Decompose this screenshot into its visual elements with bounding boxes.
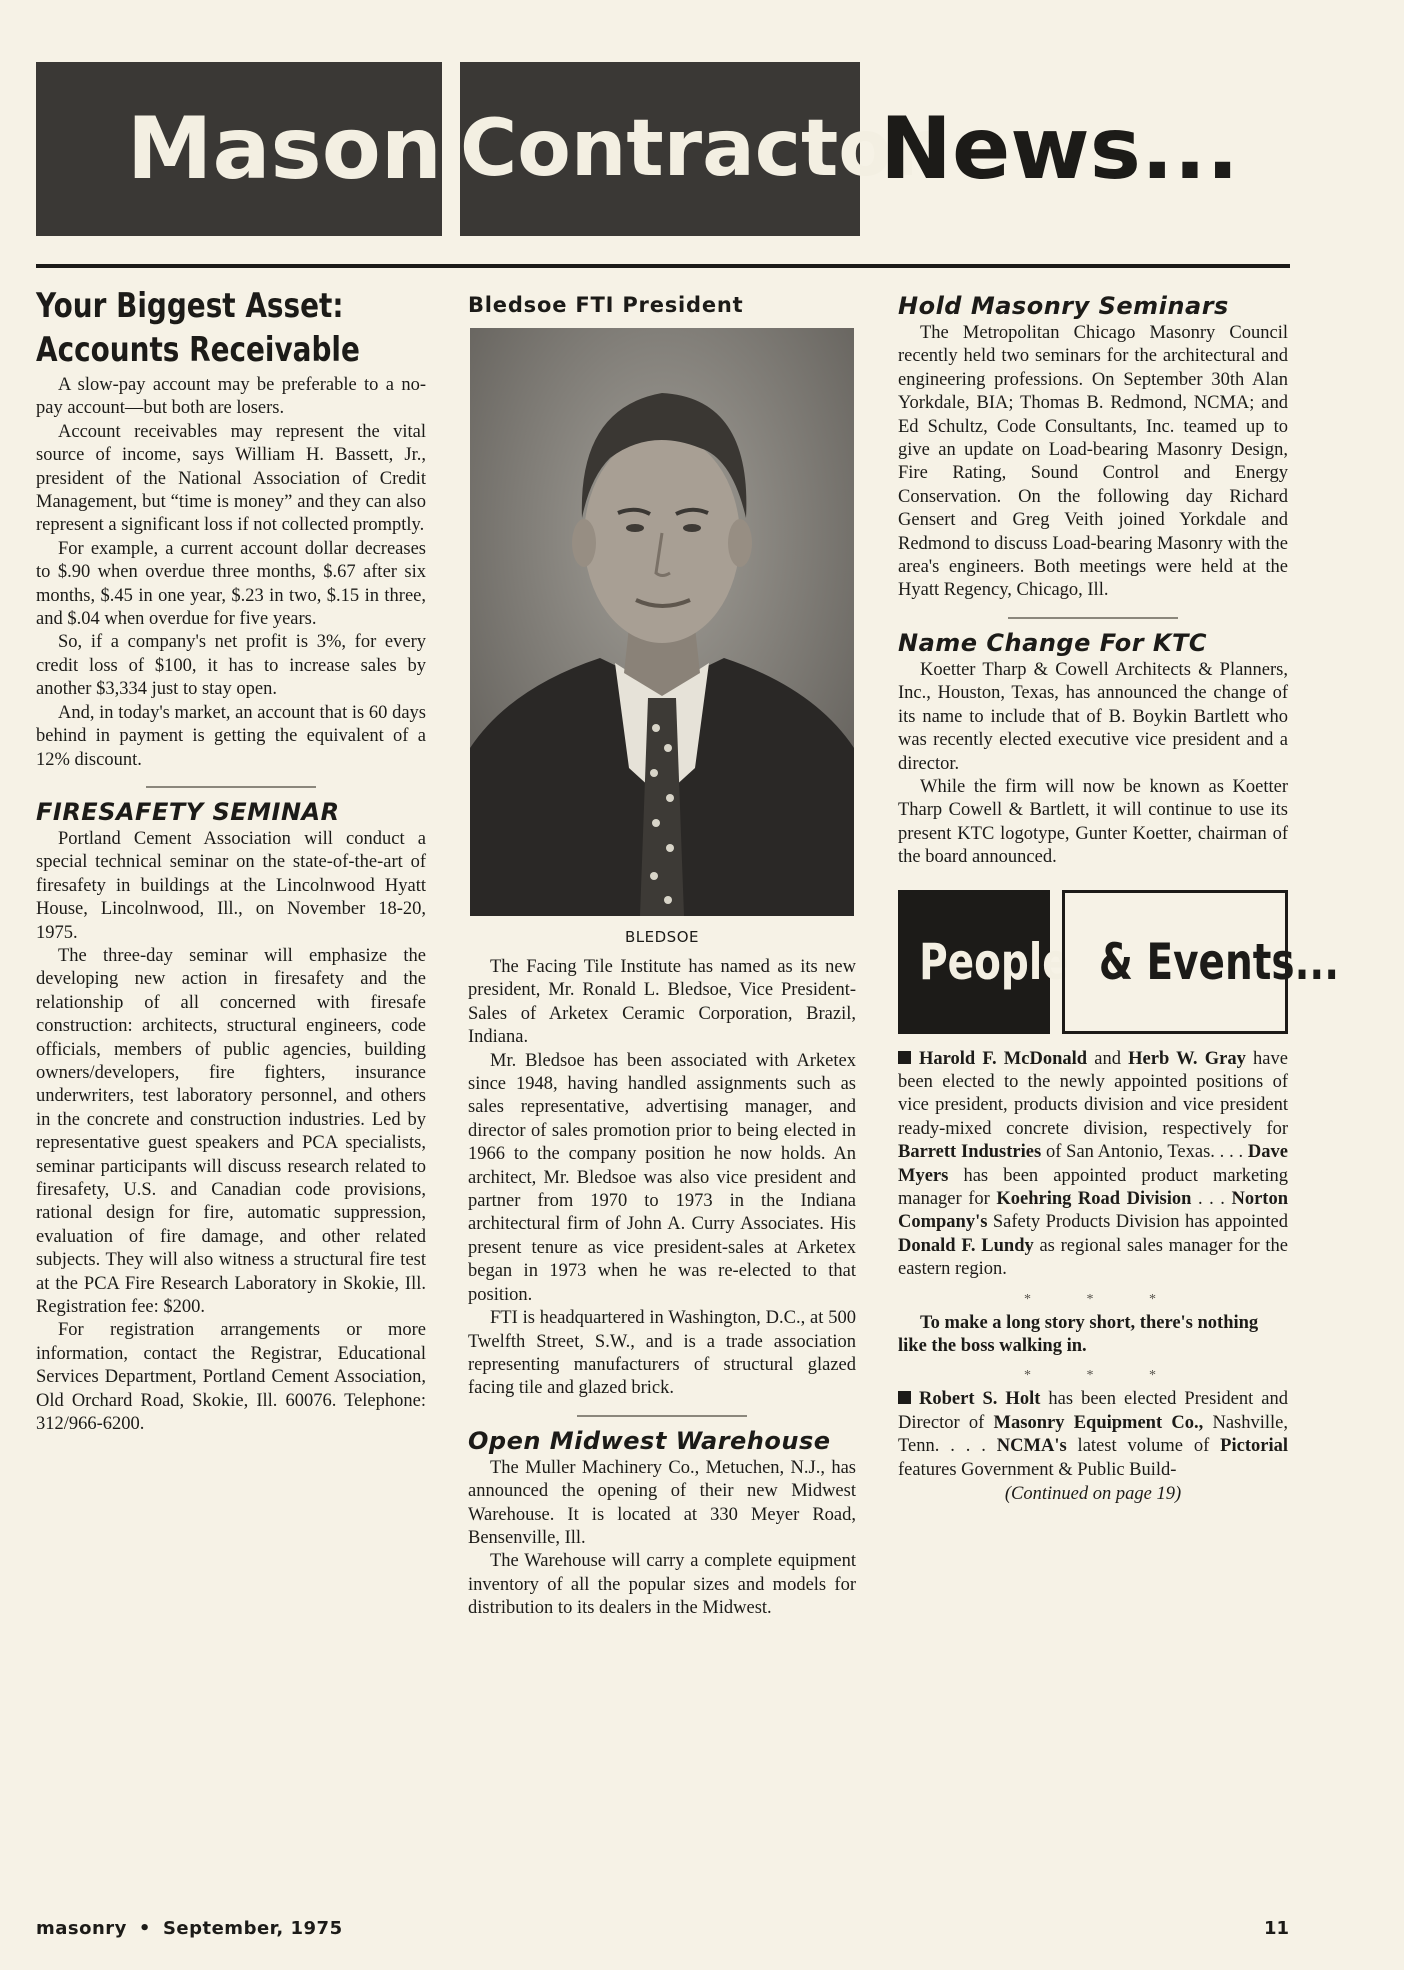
masthead-rule [36,264,1290,268]
person-name: Dave Myers [898,1142,1288,1186]
article-paragraph: So, if a company's net profit is 3%, for every credit loss of $100, it has to increase sales by another $3,334 just to stay open. [36,632,426,700]
article-paragraph: A slow-pay account may be preferable to a no-pay account—but both are losers. [36,375,426,419]
star-separator: * * * [1024,1368,1182,1384]
article-paragraph: The three-day seminar will emphasize the developing new action in firesafety and the relationship of all concerned with firesafe construction: architects, structural engineers, code officials, members of public agencies, building owners/developers, fire fighters, insurance underwriters, test laboratory personnel, and others in the concrete and construction industries. Led by representative guest speakers and PCA specialists, seminar participants will discuss research related to firesafety, U.S. and Canadian code provisions, rational design for fire, automatic suppression, evaluation of fire damage, and other related subjects. They will also witness a structural fire test at the PCA Fire Research Laboratory in Skokie, Ill. Registration fee: $200. [36,945,426,1318]
bledsoe-portrait-photo [470,328,854,916]
article-paragraph: Koetter Tharp & Cowell Architects & Planners, Inc., Houston, Texas, has announced the change of its name to include that of B. Boykin Bartlett who was recently elected executive vice president and a director. [898,659,1288,774]
issue-date: September, 1975 [162,1918,343,1939]
person-name: Herb W. Gray [1128,1048,1246,1069]
seminars-title: Hold Masonry Seminars [898,292,1229,320]
page-footer [36,1918,343,1939]
column-2 [468,278,856,1621]
section-divider [577,1415,747,1417]
bullet-dot-icon: • [138,1918,151,1939]
warehouse-title: Open Midwest Warehouse [468,1426,831,1455]
section-divider [146,786,316,788]
person-name: Donald F. Lundy [898,1235,1034,1256]
company-name: Koehring Road Division [996,1188,1192,1209]
article-paragraph: The Muller Machinery Co., Metuchen, N.J., has announced the opening of their new Midwest Warehouse. It is located at 330 Meyer Road, Bensenville, Ill. [468,1457,856,1548]
square-bullet-icon [898,1391,911,1404]
page-number: 11 [1264,1918,1290,1939]
boss-quote: To make a long story short, there's nothing like the boss walking in. [898,1312,1259,1356]
seminar-title: FIRESAFETY SEMINAR [36,797,340,826]
article-paragraph: And, in today's market, an account that is 60 days behind in payment is getting the equivalent of a 12% discount. [36,702,426,770]
article-title-line1: Your Biggest Asset: [36,286,344,326]
continued-note: (Continued on page 19) [1004,1484,1182,1505]
ktc-title: Name Change For KTC [898,628,1208,657]
column-1 [36,278,426,1436]
article-paragraph: The Facing Tile Institute has named as its new president, Mr. Ronald L. Bledsoe, Vice President-Sales of Arketex Ceramic Corporation, Brazil, Indiana. [468,957,856,1048]
article-paragraph: Portland Cement Association will conduct a special technical seminar on the state-of-the-art of firesafety in buildings at the Lincolnwood Hyatt House, Lincolnwood, Ill., on November 18-20, 1975. [36,828,426,943]
article-paragraph: For registration arrangements or more information, contact the Registrar, Educational Services Department, Portland Cement Association, Old Orchard Road, Skokie, Ill. 60076. Telephone: 312/966-6200. [36,1320,426,1435]
column-3 [898,278,1340,1505]
person-name: Robert S. Holt [919,1389,1041,1410]
article-title-line2: Accounts Receivable [36,330,360,370]
article-paragraph: Mr. Bledsoe has been associated with Arketex since 1948, having handled assignments such as sales representative, advertising manager, and director of sales promotion prior to being elected in 1966 to the company position he now holds. An architect, Mr. Bledsoe was also vice president and partner from 1970 to 1973 in the Indiana architectural firm of John A. Curry Associates. His present tenure as vice president-sales at Arketex began in 1973 when he was re-elected to that position. [468,1050,856,1305]
events-item: Harold F. McDonald and Herb W. Gray have been elected to the newly appointed positions of vice president, products division and vice president ready-mixed concrete division, respectively for Barrett Industries of San Antonio, Texas. . . . Dave Myers has been appointed product marketing manager for Koehring Road Division . . . Norton Company's Safety Products Division has appointed Donald F. Lundy as regional sales manager for the eastern region. [898,1048,1288,1280]
article-paragraph: While the firm will now be known as Koetter Tharp Cowell & Bartlett, it will continue to use its present KTC logotype, Gunter Koetter, chairman of the board announced. [898,776,1288,868]
people-word: People [919,932,1069,991]
star-separator: * * * [1024,1291,1182,1307]
article-title: Bledsoe FTI President [468,293,744,317]
article-paragraph: The Metropolitan Chicago Masonry Council recently held two seminars for the architectural and engineering professions. On September 30th Alan Yorkdale, BIA; Thomas B. Redmond, NCMA; and Ed Schultz, Code Consultants, Inc. teamed up to give an update on Load-bearing Masonry Design, Fire Rating, Sound Control and Energy Conservation. On the following day Richard Gensert and Greg Veith joined Yorkdale and Redmond to discuss Load-bearing Masonry with the area's engineers. Both meetings were held at the Hyatt Regency, Chicago, Ill. [898,323,1288,601]
person-name: Harold F. McDonald [919,1048,1088,1069]
publication-name: Pictorial [1220,1436,1288,1457]
article-paragraph: The Warehouse will carry a complete equipment inventory of all the popular sizes and models for distribution to its dealers in the Midwest. [468,1551,856,1619]
masthead-word-news: News... [880,99,1239,199]
events-item: Robert S. Holt has been elected President and Director of Masonry Equipment Co., Nashville, Tenn. . . . NCMA's latest volume of Pictorial features Government & Public Build- [898,1389,1289,1480]
article-paragraph: For example, a current account dollar decreases to $.90 when overdue three months, $.67 after six months, $.45 in one year, $.23 in two, $.15 in three, and $.04 when overdue for five years. [36,538,426,630]
photo-caption: BLEDSOE [625,928,699,946]
company-name: Norton Company's [898,1188,1288,1233]
masthead-word-contractor: Contractor [460,104,931,194]
people-box [898,890,1069,1034]
article-paragraph: FTI is headquartered in Washington, D.C., at 500 Twelfth Street, S.W., and is a trade association representing manufacturers of structural glazed facing tile and glazed brick. [468,1308,856,1399]
magazine-name: masonry [36,1918,127,1939]
events-box [1062,890,1340,1034]
company-name: Masonry Equipment Co., [993,1412,1204,1433]
events-word: & Events... [1098,932,1340,991]
section-divider [1008,617,1178,619]
people-events-banner [898,890,1340,1034]
company-name: Barrett Industries [898,1142,1042,1163]
square-bullet-icon [898,1051,911,1064]
article-paragraph: Account receivables may represent the vital source of income, says William H. Bassett, Jr., president of the National Association of Credit Management, but “time is money” and they can also represent a significant loss if not collected promptly. [36,421,426,536]
company-name: NCMA's [996,1436,1067,1457]
masthead-word-mason: Mason [126,99,442,199]
